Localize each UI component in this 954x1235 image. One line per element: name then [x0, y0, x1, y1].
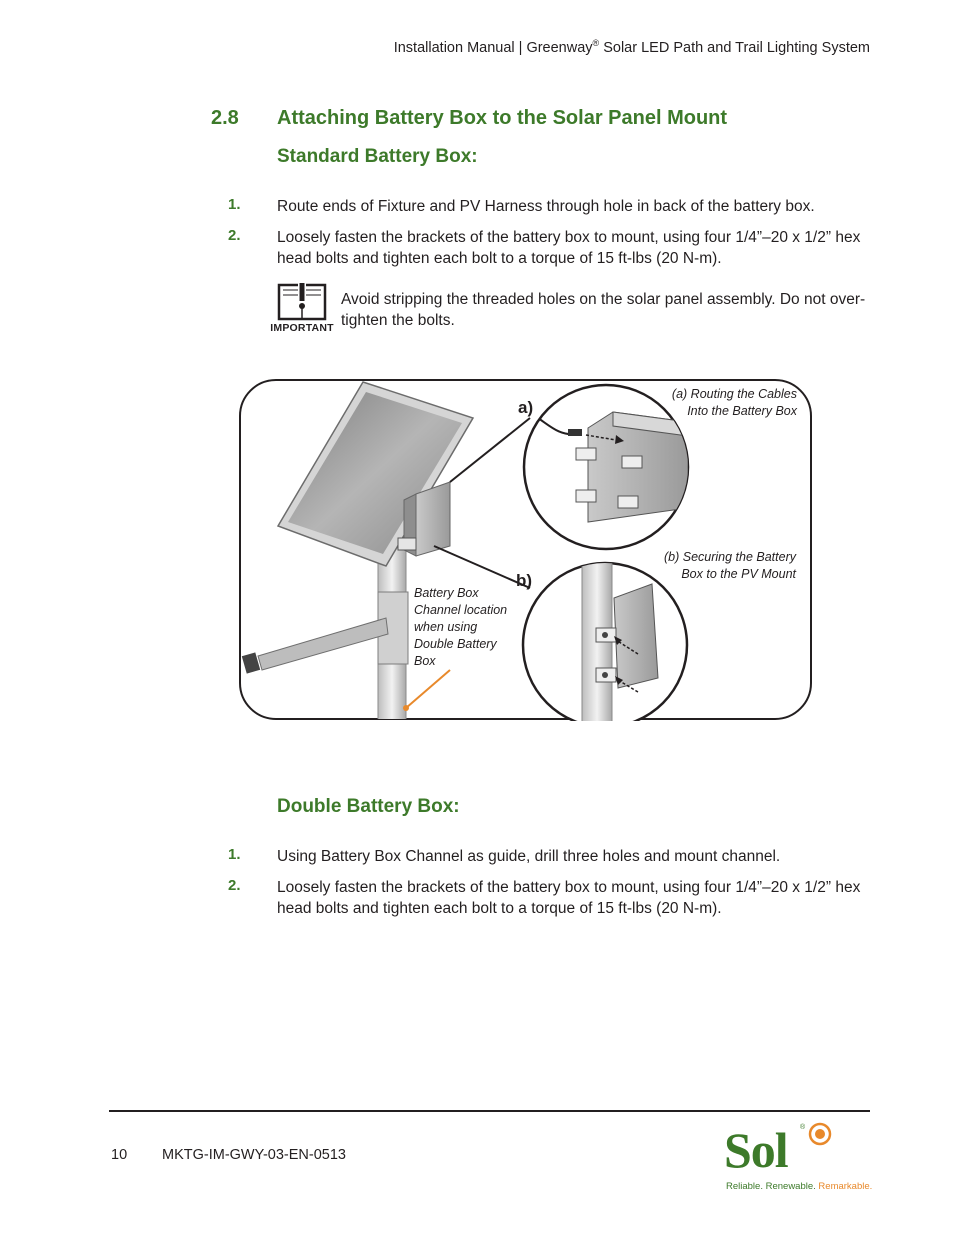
footer-rule [109, 1110, 870, 1112]
battery-box-figure [238, 378, 813, 721]
tagline-part-1: Reliable. Renewable. [726, 1181, 819, 1192]
double-step-1-text: Using Battery Box Channel as guide, drill three holes and mount channel. [277, 848, 781, 865]
important-icon [268, 282, 336, 336]
standard-step-2-number: 2. [228, 227, 241, 244]
caption-b [664, 549, 796, 583]
important-note-text: Avoid stripping the threaded holes on the solar panel assembly. Do not over-tighten the bolts. [341, 291, 866, 329]
battery-box [416, 482, 450, 556]
callout-line-1: Battery Box [414, 586, 479, 600]
callout-line-4: Double Battery [414, 637, 497, 651]
standard-step-1-number: 1. [228, 196, 241, 213]
double-battery-heading: Double Battery Box: [277, 796, 460, 817]
caption-a-line-1: (a) Routing the Cables [671, 387, 797, 401]
header-text-suffix: Solar LED Path and Trail Lighting System [599, 39, 870, 56]
tagline-part-2: Remarkable. [818, 1181, 873, 1192]
logo-tagline [726, 1181, 872, 1192]
running-header [394, 38, 870, 56]
inset-b-label: b) [516, 571, 533, 590]
double-step-1-number: 1. [228, 846, 241, 863]
caption-b-line-2: Box to the PV Mount [681, 567, 796, 581]
sol-logo [722, 1120, 872, 1195]
callout-line-3: when using [414, 620, 478, 634]
page-number: 10 [111, 1147, 128, 1163]
logo-wordmark: Sol [724, 1122, 788, 1178]
registered-mark: ® [592, 38, 600, 48]
section-title: Attaching Battery Box to the Solar Panel Mount [277, 107, 728, 129]
caption-a [672, 386, 797, 420]
logo-registered-mark: ® [800, 1124, 806, 1131]
sun-icon [808, 1122, 832, 1146]
caption-b-line-1: (b) Securing the Battery [663, 550, 796, 564]
channel-callout [414, 585, 507, 670]
callout-line-2: Channel location [414, 603, 508, 617]
document-code: MKTG-IM-GWY-03-EN-0513 [162, 1147, 346, 1163]
section-number: 2.8 [211, 107, 239, 129]
double-step-2-text: Loosely fasten the brackets of the battery box to mount, using four 1/4”–20 x 1/2” hex head bolts and tighten each bolt to a torque of 15 ft-lbs (20 N-m). [277, 879, 861, 917]
important-label: IMPORTANT [270, 322, 334, 334]
standard-step-1-text: Route ends of Fixture and PV Harness through hole in back of the battery box. [277, 198, 815, 215]
standard-battery-heading: Standard Battery Box: [277, 146, 478, 167]
book-exclamation-icon [268, 282, 336, 322]
callout-line-5: Box [414, 654, 436, 668]
double-step-2-number: 2. [228, 877, 241, 894]
caption-a-line-2: Into the Battery Box [687, 404, 797, 418]
standard-step-2-text: Loosely fasten the brackets of the battery box to mount, using four 1/4”–20 x 1/2” hex head bolts and tighten each bolt to a torque of 15 ft-lbs (20 N-m). [277, 229, 861, 267]
header-text: Installation Manual | Greenway [393, 39, 593, 56]
inset-a-label: a) [518, 398, 534, 417]
